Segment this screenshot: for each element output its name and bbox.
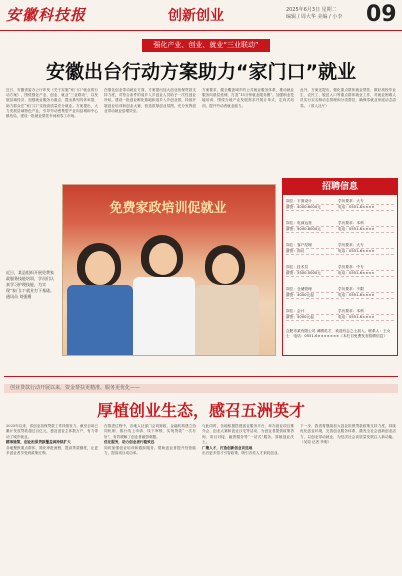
- story1-col1: 近日，安徽省委办公厅印发《关于实施“家门口”就业的行动方案》，围绕强化产业、创业、就业“三业联动”，以发展县域经济、加强就业服务为重点，提出系列具体举措，助力群众在“家门口”实现高质量充分就业。方案提出，大力发展县域特色产业，引导劳动密集型产业向县城和中心镇布局，建设一批就业帮扶车间和零工市场。: [6, 88, 98, 119]
- job-title: 岗位：客户经理: [286, 243, 312, 247]
- job-detail: 学历要求：中专: [338, 265, 364, 269]
- job-salary: 薪资：5000-8000元: [286, 227, 321, 231]
- job-salary: 薪资：4000-6000元: [286, 205, 321, 209]
- newspaper-logo: 安徽科技报: [6, 6, 87, 24]
- job-title: 岗位：电商运营: [286, 221, 312, 225]
- story2-col1-text: 2025年以来，省创业担保贷款工作持续发力，截至目前已累计发放贷款超过百亿元，惠及创业主体数万户，有力带动了城乡就业。: [6, 424, 98, 439]
- trainee-face: [149, 243, 177, 275]
- job-detail: 学历要求：不限: [338, 287, 364, 291]
- trainee-shirt: [67, 285, 133, 355]
- job-phone: 电话：0551-6××××: [338, 271, 375, 275]
- recruitment-row: [286, 205, 394, 211]
- recruitment-title: 招聘信息: [283, 179, 397, 195]
- job-salary: 薪资：3500-5000元: [286, 271, 321, 275]
- story2-kicker-band: 创业贷款行动开展以来，资金帮扶更精准、服务更优化——: [4, 384, 398, 393]
- story2-col2b-text: 同时加强创业培训和跟踪服务，帮助创业者提升经营能力，提高项目成功率。: [104, 445, 196, 456]
- section-divider: [4, 376, 398, 377]
- trainee-shirt: [133, 277, 195, 355]
- job-title: 岗位：技术员: [286, 265, 309, 269]
- job-title: 岗位：平面设计: [286, 199, 312, 203]
- story1-headline: 安徽出台行动方案助力“家门口”就业: [46, 61, 356, 83]
- trainee-face: [212, 253, 239, 284]
- story2-headline: 厚植创业生态，感召五洲英才: [96, 401, 305, 420]
- job-detail: 学历要求：大专: [338, 199, 364, 203]
- job-title: 岗位：会计: [286, 309, 305, 313]
- recruitment-row: [286, 271, 394, 277]
- editor-credit: 编辑 / 周大华 美编 / 小李: [286, 14, 343, 20]
- recruitment-row: [286, 249, 394, 255]
- recruitment-row: [286, 227, 394, 233]
- photo-banner-text: 免费家政培训促就业: [109, 201, 227, 216]
- job-salary: 薪资：4000元起: [286, 293, 314, 297]
- recruitment-box: [282, 178, 398, 356]
- page-header: [0, 0, 402, 31]
- trainee-shirt: [195, 285, 259, 355]
- story2-col2: [104, 424, 196, 572]
- story1-col4: 此外，方案还提出，强化重点群体就业帮扶，做好高校毕业生、农民工、脱贫人口等重点群体就业工作，对就业困难人员实行实名制动态管理和分类帮扶，确保零就业家庭动态清零。（省人社厅）: [300, 88, 396, 108]
- job-detail: 学历要求：本科: [338, 309, 364, 313]
- story2-col3b-text: 出台更多招才引智政策，吸引各类人才来皖创业。: [202, 451, 282, 456]
- section-title: 创新创业: [168, 8, 224, 24]
- page-number: 09: [366, 2, 397, 27]
- issue-date: 2025年6月3日 星期二: [286, 7, 337, 13]
- recruitment-row: [286, 293, 394, 299]
- photo-caption: 近日，某县组织开展免费家政服务技能培训，学员们认真学习护理技能，为实现“家门口”就业打下基础。 通讯员 刘强摄: [6, 270, 63, 299]
- issue-meta: [286, 7, 342, 21]
- job-phone: 电话：0551-6××××: [338, 315, 375, 319]
- training-photo: [62, 184, 276, 356]
- story1-col3: 方案要求，健全覆盖城乡的公共就业服务体系，推动就业服务向基层延伸，打造“15分钟就业服务圈”。加强职业技能培训，围绕当地产业发展需求开展订单式、定向式培训，提升劳动者就业能力。: [202, 88, 294, 108]
- job-phone: 电话：0551-6××××: [338, 227, 375, 231]
- story2-subhead: 优化服务，助力创业者行稳致远: [104, 440, 155, 445]
- story2-col1b-text: 各地聚焦重点群体，简化审批流程，提高贷款额度，让更多创业者享受到政策红利。: [6, 445, 98, 456]
- job-detail: 学历要求：本科: [338, 221, 364, 225]
- story2-col4: 下一步，我省将继续加大创业担保贷款政策支持力度，持续优化创业环境，完善创业服务体系，激发全社会创新创业活力，以创业带动就业，为经济社会高质量发展注入新动能。（吴周 记者 李明）: [300, 424, 396, 445]
- story2-col2-text: 在推进过程中，各地人社部门会同财政、金融机构建立协同机制，推行线上申请、线下审核，实现贷款“一次办好”，有效缓解了创业者融资难题。: [104, 424, 196, 439]
- story2-subhead: 广聚人才，打造创新创业首选地: [202, 445, 253, 450]
- job-salary: 薪资：5000元起: [286, 315, 314, 319]
- job-phone: 电话：0551-6××××: [338, 293, 375, 297]
- trainee-face: [85, 251, 115, 285]
- story2-col3: [202, 424, 294, 572]
- story2-col1: [6, 424, 98, 572]
- story1-col2: 在强化创业带动就业方面，方案提出加大创业担保贷款支持力度，对符合条件的返乡入乡创业人员给予一次性创业补贴。建设一批创业孵化基地和返乡入乡创业园，持续开展创业培训和创业大赛，营造浓厚创业氛围，充分发挥创业带动就业倍增效应。: [104, 88, 196, 113]
- job-detail: 学历要求：大专: [338, 243, 364, 247]
- job-phone: 电话：0551-6××××: [338, 205, 375, 209]
- job-salary: 薪资：面议: [286, 249, 305, 253]
- job-phone: 电话：0551-6××××: [338, 249, 375, 253]
- story2-subhead: 精准施策，创业担保贷款覆盖面持续扩大: [6, 440, 71, 445]
- recruitment-footer: 合肥市某有限公司 诚聘英才，欢迎有志之士加入。联系人：王女士 电话：0551-6×××××××（本栏目免费发布招聘信息）: [286, 329, 391, 339]
- story2-col3-text: 与此同时，各地积极搭建创业服务平台，举办创业项目推介会、创业大赛和创业沙龙等活动，为创业者提供政策咨询、项目对接、融资服务等“一站式”服务，厚植创业沃土。: [202, 424, 294, 445]
- story1-kicker: 强化产业、创业、就业“三业联动”: [142, 39, 270, 52]
- recruitment-row: [286, 315, 394, 321]
- job-title: 岗位：仓储管理: [286, 287, 312, 291]
